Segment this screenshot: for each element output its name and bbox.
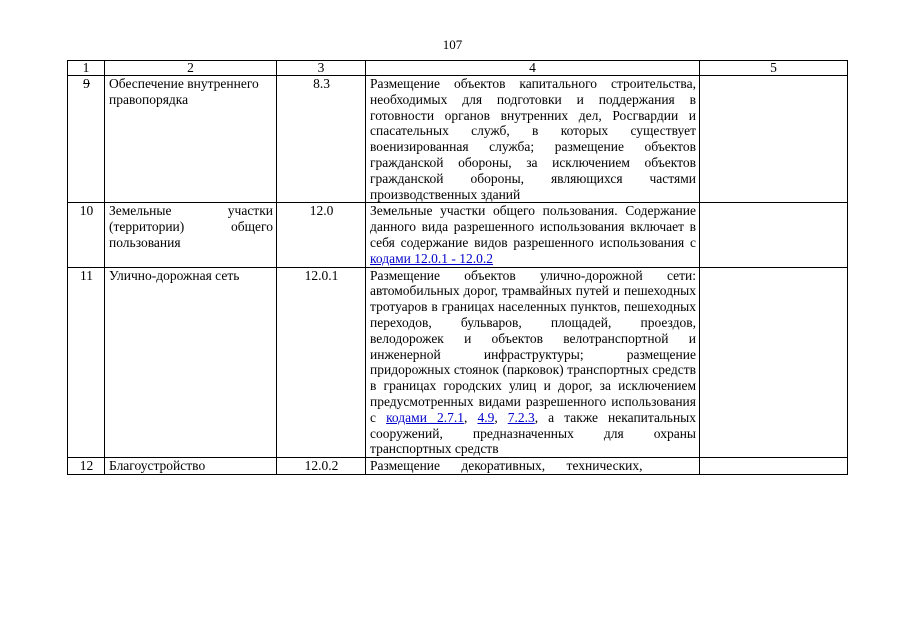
row-note <box>700 267 848 458</box>
use-code: 12.0.2 <box>277 458 366 475</box>
use-code: 12.0 <box>277 203 366 267</box>
table-row <box>68 203 848 267</box>
header-cell-5: 5 <box>700 61 848 76</box>
row-number: 12 <box>68 458 105 475</box>
table-row <box>68 267 848 458</box>
use-description <box>366 458 700 475</box>
use-name: Земельные участки (территории) общего пользования <box>105 203 277 267</box>
use-name: Улично-дорожная сеть <box>105 267 277 458</box>
row-number <box>68 76 105 203</box>
table-row <box>68 76 848 203</box>
use-name: Обеспечение внутреннего правопорядка <box>105 76 277 203</box>
use-name: Благоустройство <box>105 458 277 475</box>
header-cell-2: 2 <box>105 61 277 76</box>
header-cell-4: 4 <box>366 61 700 76</box>
separator: , <box>464 409 478 425</box>
codes-link[interactable]: кодами 2.7.1 <box>386 409 464 425</box>
description-text: Размещение декоративных, технических, <box>370 458 643 474</box>
table-header-row <box>68 61 848 76</box>
description-text: Размещение объектов улично-дорожной сети: автомобильных дорог, трамвайных путей и пешеходных тротуаров в границах населенных пунктов, пешеходных переходов, бульваров, площадей, проездов, велодорожек и объектов велотранспортной и инженерной инфраструктуры; размещение придорожных стоянок (парковок) транспортных средств в границах городских улиц и дорог, за исключением предусмотренных видами разрешенного использования с <box>370 267 696 425</box>
separator: , <box>494 409 508 425</box>
land-use-table <box>67 60 848 475</box>
use-code: 12.0.1 <box>277 267 366 458</box>
row-number: 11 <box>68 267 105 458</box>
use-code: 8.3 <box>277 76 366 203</box>
row-number: 10 <box>68 203 105 267</box>
description-text-suffix: , а также некапитальных сооружений, предназначенных для охраны транспортных средств <box>370 409 697 457</box>
page-number: 107 <box>442 37 463 52</box>
use-description <box>366 203 700 267</box>
code-link[interactable]: 4.9 <box>477 409 495 425</box>
row-number-struck: 9 <box>83 76 90 91</box>
codes-link[interactable]: кодами 12.0.1 - 12.0.2 <box>370 250 493 266</box>
use-description: Размещение объектов капитального строительства, необходимых для подготовки и поддержания в готовности органов внутренних дел, Росгвардии и спасательных служб, в которых существует военизированная служба; размещение объектов гражданской обороны, за исключением объектов гражданской обороны, являющихся частями производственных зданий <box>366 76 700 203</box>
row-note <box>700 458 848 475</box>
row-note <box>700 76 848 203</box>
description-text: Земельные участки общего пользования. Содержание данного вида разрешенного использования включает в себя содержание видов разрешенного использования с <box>370 203 696 250</box>
code-link[interactable]: 7.2.3 <box>507 409 535 425</box>
header-cell-1: 1 <box>68 61 105 76</box>
use-description <box>366 267 700 458</box>
header-cell-3: 3 <box>277 61 366 76</box>
table-row <box>68 458 848 475</box>
row-note <box>700 203 848 267</box>
